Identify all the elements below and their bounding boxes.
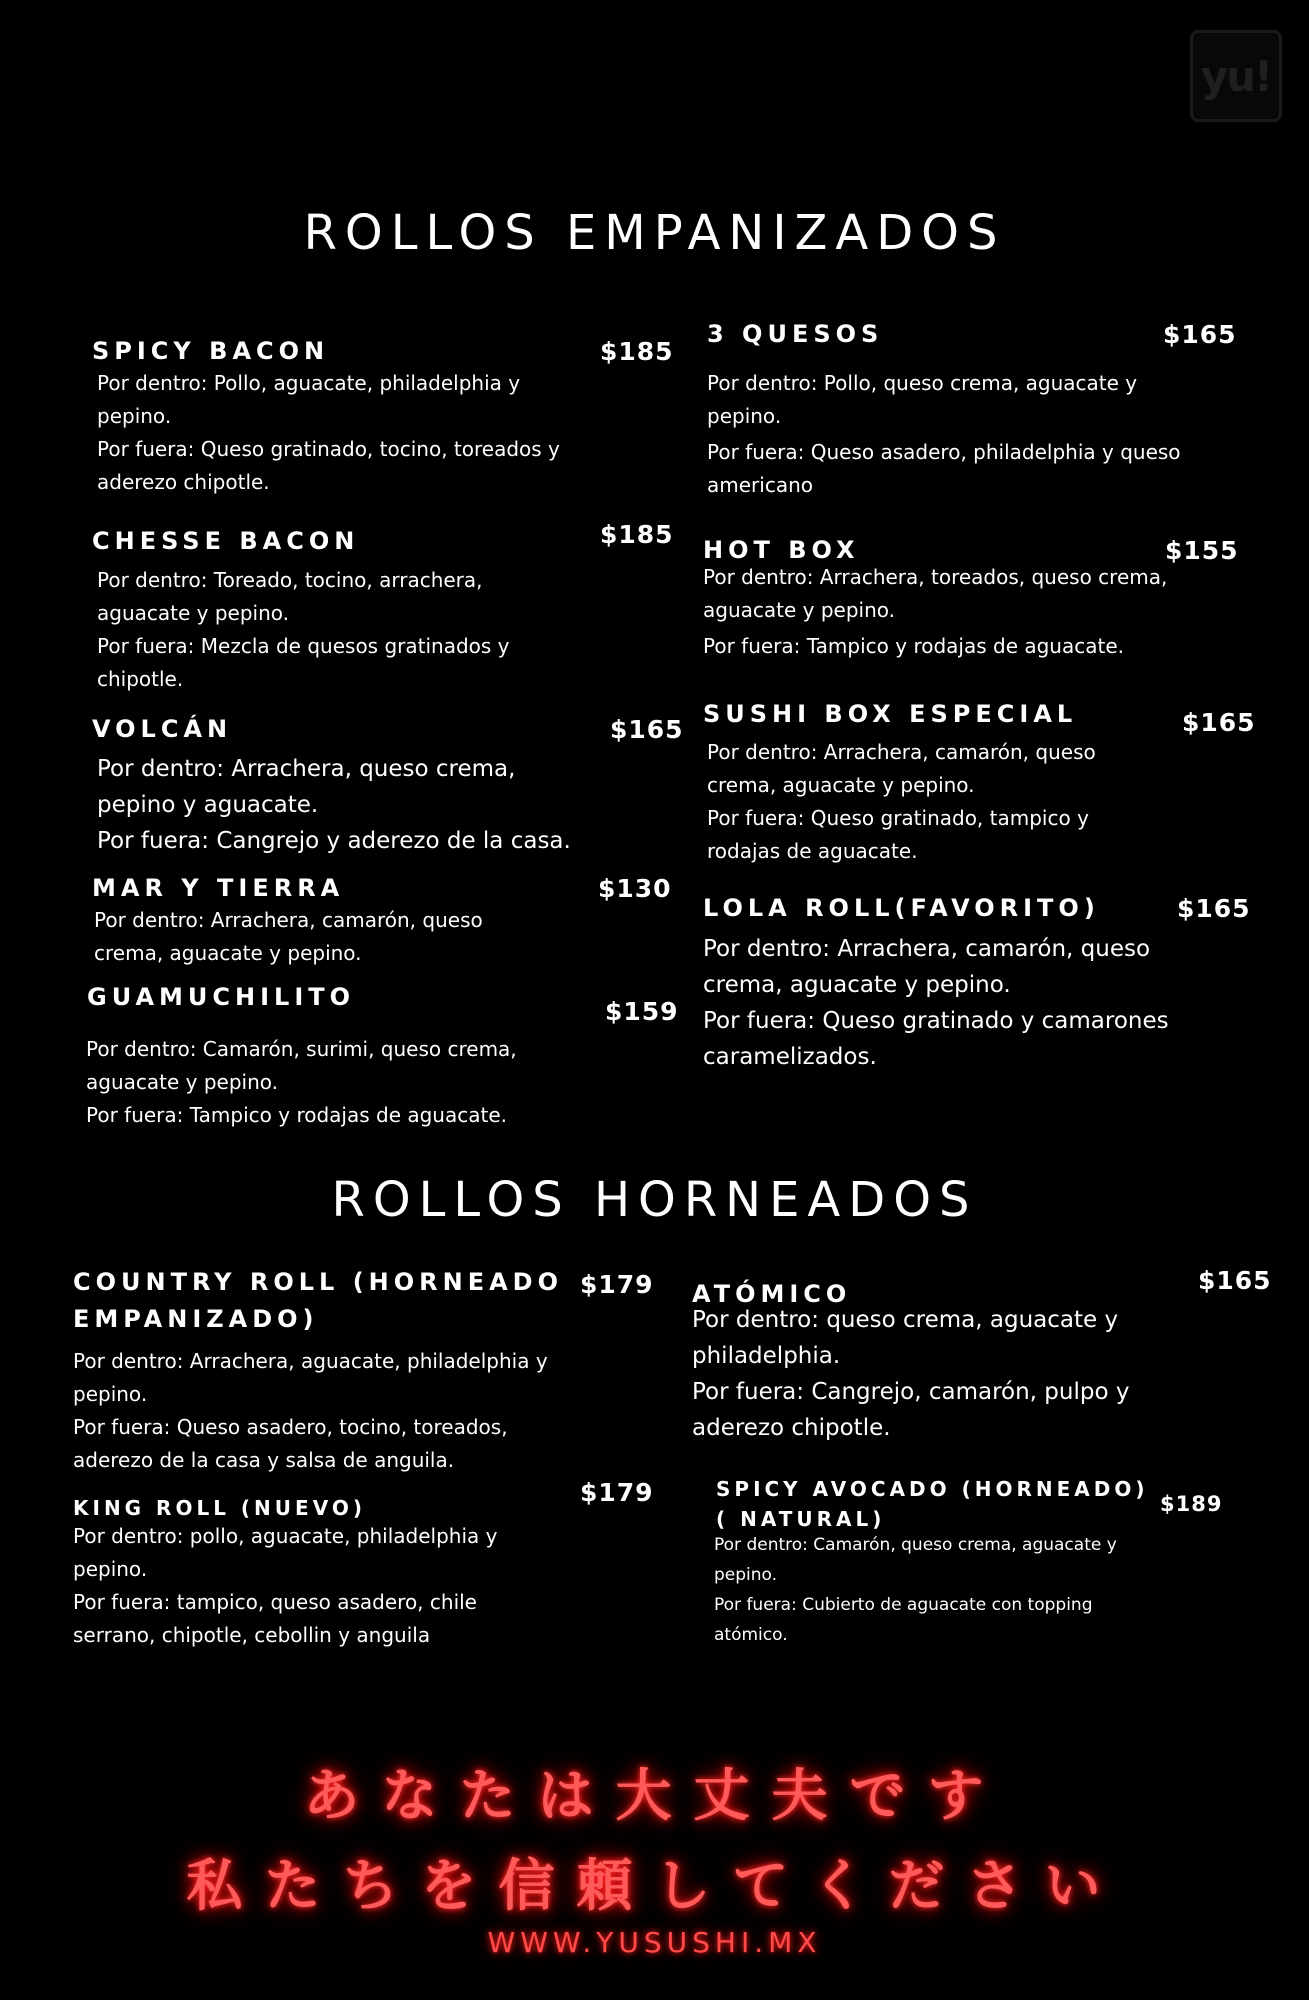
- item-name: MAR Y TIERRA: [92, 874, 345, 902]
- item-desc-outside: Por fuera: Cubierto de aguacate con topping atómico.: [714, 1595, 1093, 1645]
- item-price: $165: [1177, 894, 1251, 923]
- item-desc-inside: Por dentro: Arrachera, queso crema, pepino y aguacate.: [97, 756, 516, 818]
- item-name: SPICY BACON: [92, 337, 330, 365]
- neon-slogan-line2: 私たちを信頼してください: [186, 1854, 1123, 1919]
- item-desc-inside: Por dentro: pollo, aguacate, philadelphia y pepino.: [73, 1524, 498, 1581]
- item-price: $165: [1182, 708, 1256, 737]
- item-name: VOLCÁN: [92, 715, 233, 743]
- item-desc-inside: Por dentro: Arrachera, camarón, queso crema, aguacate y pepino.: [703, 936, 1151, 998]
- item-desc-outside: Por fuera: Queso gratinado, tampico y rodajas de aguacate.: [707, 806, 1089, 863]
- logo: [1190, 30, 1282, 122]
- item-desc-inside: Por dentro: Arrachera, camarón, queso crema, aguacate y pepino.: [707, 740, 1096, 797]
- item-desc-outside: Por fuera: Cangrejo, camarón, pulpo y aderezo chipotle.: [692, 1379, 1130, 1441]
- item-name: SPICY AVOCADO (HORNEADO) ( NATURAL): [716, 1477, 1149, 1531]
- item-desc-inside: Por dentro: Camarón, surimi, queso crema, aguacate y pepino.: [86, 1037, 517, 1094]
- item-desc-inside: Por dentro: Camarón, queso crema, aguacate y pepino.: [714, 1535, 1117, 1585]
- item-name: COUNTRY ROLL (HORNEADO EMPANIZADO): [73, 1268, 564, 1333]
- item-desc-inside: Por dentro: Pollo, aguacate, philadelphia y pepino.: [97, 371, 521, 428]
- item-desc-outside: Por fuera: Queso asadero, tocino, toreados, aderezo de la casa y salsa de anguila.: [73, 1415, 508, 1472]
- item-price: $159: [605, 997, 679, 1026]
- item-price: $179: [580, 1478, 654, 1507]
- item-desc-inside: Por dentro: Arrachera, aguacate, philadelphia y pepino.: [73, 1349, 548, 1406]
- item-desc-outside: Por fuera: Queso gratinado, tocino, toreados y aderezo chipotle.: [97, 437, 560, 494]
- item-price: $185: [600, 520, 674, 549]
- item-price: $130: [598, 874, 672, 903]
- item-desc-inside: Por dentro: Arrachera, toreados, queso crema, aguacate y pepino.: [703, 565, 1168, 622]
- item-price: $165: [610, 715, 684, 744]
- item-name: GUAMUCHILITO: [87, 983, 356, 1011]
- item-price: $185: [600, 337, 674, 366]
- item-price: $165: [1163, 320, 1237, 349]
- item-name: SUSHI BOX ESPECIAL: [703, 700, 1078, 728]
- item-name: HOT BOX: [703, 536, 860, 564]
- item-desc-inside: Por dentro: Toreado, tocino, arrachera, aguacate y pepino.: [97, 568, 483, 625]
- item-price: $179: [580, 1270, 654, 1299]
- item-desc-outside: Por fuera: Tampico y rodajas de aguacate.: [703, 634, 1124, 658]
- item-name: 3 QUESOS: [707, 320, 884, 348]
- item-price: $189: [1160, 1492, 1223, 1516]
- neon-slogan-line1: あなたは大丈夫です: [303, 1764, 1006, 1829]
- website-url[interactable]: WWW.YUSUSHI.MX: [487, 1926, 822, 1959]
- item-desc-outside: Por fuera: Mezcla de quesos gratinados y chipotle.: [97, 634, 510, 691]
- item-name: LOLA ROLL(FAVORITO): [703, 894, 1100, 922]
- logo-text: yu!: [1200, 51, 1272, 101]
- item-name: KING ROLL (NUEVO): [73, 1496, 366, 1520]
- item-desc-outside: Por fuera: tampico, queso asadero, chile serrano, chipotle, cebollin y anguila: [73, 1590, 477, 1647]
- item-name: ATÓMICO: [692, 1280, 852, 1308]
- section-title-empanizados: ROLLOS EMPANIZADOS: [303, 205, 1006, 261]
- item-desc-outside: Por fuera: Queso gratinado y camarones caramelizados.: [703, 1008, 1169, 1070]
- item-price: $165: [1198, 1266, 1272, 1295]
- item-desc-outside: Por fuera: Tampico y rodajas de aguacate.: [86, 1103, 507, 1127]
- section-title-horneados: ROLLOS HORNEADOS: [331, 1172, 978, 1228]
- item-desc-inside: Por dentro: Pollo, queso crema, aguacate y pepino.: [707, 371, 1138, 428]
- item-price: $155: [1165, 536, 1239, 565]
- item-desc-outside: Por fuera: Cangrejo y aderezo de la casa.: [97, 828, 571, 854]
- item-desc-inside: Por dentro: queso crema, aguacate y philadelphia.: [692, 1307, 1119, 1369]
- item-desc-outside: Por fuera: Queso asadero, philadelphia y queso americano: [707, 440, 1181, 497]
- item-desc-inside: Por dentro: Arrachera, camarón, queso crema, aguacate y pepino.: [94, 908, 483, 965]
- item-name: CHESSE BACON: [92, 527, 360, 555]
